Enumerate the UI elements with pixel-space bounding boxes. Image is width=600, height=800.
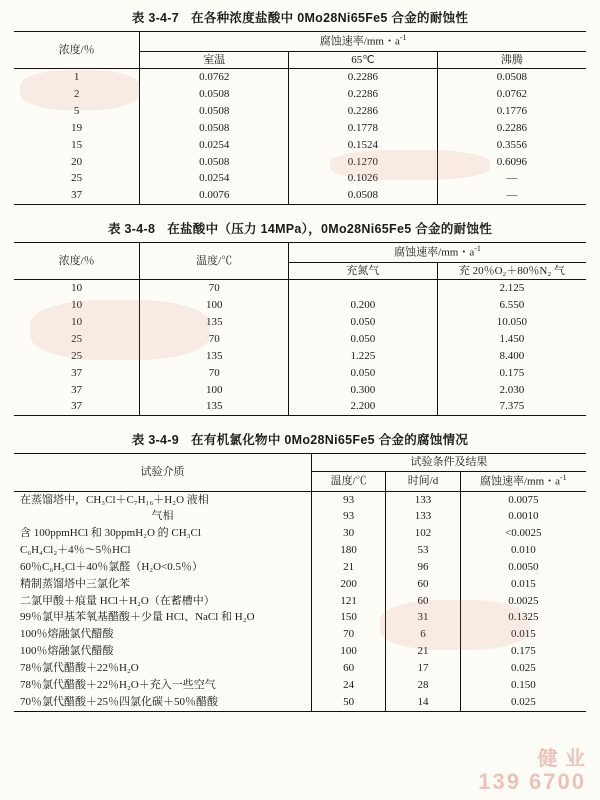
- cell-time: 60: [386, 576, 460, 593]
- cell-temp: 70: [140, 280, 289, 297]
- cell-rate-n2: 0.300: [289, 382, 438, 399]
- table-row: [14, 626, 586, 643]
- cell-rate: 0.0010: [508, 510, 539, 523]
- cell-rate: 0.010: [510, 544, 536, 557]
- table-row: [14, 508, 586, 525]
- cell-rate-room: 0.0254: [140, 170, 289, 187]
- table-2-caption: [14, 219, 586, 237]
- table-row: [14, 382, 586, 399]
- cell-rate-n2: 1.225: [289, 348, 438, 365]
- cell-temp: 135: [140, 398, 289, 415]
- table-3-number: 表 3-4-9: [131, 433, 180, 448]
- cell-temp: 180: [311, 542, 385, 559]
- watermark-line-1: 健 业: [537, 747, 586, 770]
- cell-rate-o2n2: 6.550: [499, 299, 525, 312]
- table-row: [14, 677, 586, 694]
- cell-temp: 200: [311, 576, 385, 593]
- cell-rate: 0.0075: [508, 493, 539, 506]
- cell-rate-65: 0.2286: [289, 69, 438, 86]
- table-1-title: 在各种浓度盐酸中 0Mo28Ni65Fe5 合金的耐蚀性: [191, 11, 469, 25]
- header-corrosion-rate: 腐蚀速率/mm・$a^{-1}$: [460, 472, 586, 492]
- cell-rate-o2n2: 10.050: [496, 316, 527, 329]
- cell-temp: 70: [140, 331, 289, 348]
- table-3-caption: [14, 430, 586, 448]
- cell-rate-n2: 0.050: [289, 331, 438, 348]
- cell-time: 6: [386, 626, 460, 643]
- cell-conc: 20: [14, 154, 140, 171]
- cell-medium: 99％氯甲基苯氧基醋酸＋少量 HCl、NaCl 和 H₂O: [14, 609, 311, 626]
- header-room-temp: 室温: [140, 51, 289, 69]
- header-65c: 65℃: [289, 51, 438, 69]
- cell-time: 31: [386, 609, 460, 626]
- header-concentration: 浓度/％: [14, 243, 140, 280]
- cell-rate: 0.150: [510, 678, 536, 691]
- table-row: [14, 187, 586, 204]
- cell-time: 53: [386, 542, 460, 559]
- cell-rate-boil: —: [506, 172, 518, 185]
- cell-rate-room: 0.0508: [140, 154, 289, 171]
- table-row: [14, 365, 586, 382]
- cell-rate-65: 0.2286: [289, 86, 438, 103]
- cell-temp: 150: [311, 609, 385, 626]
- table-row: [14, 643, 586, 660]
- cell-temp: 50: [311, 694, 385, 711]
- cell-medium: 含 100ppmHCl 和 30ppmH₂O 的 CH₃Cl: [14, 525, 311, 542]
- cell-rate-o2n2: 7.375: [499, 400, 525, 413]
- cell-rate: 0.015: [510, 577, 536, 590]
- header-temperature: 温度/℃: [311, 472, 385, 492]
- cell-rate: 0.025: [510, 661, 536, 674]
- header-test-conditions: 试验条件及结果: [311, 454, 586, 472]
- table-2-number: 表 3-4-8: [107, 222, 156, 237]
- cell-medium: 二氯甲酸＋痕量 HCl＋H₂O（在蓄槽中）: [14, 593, 311, 610]
- cell-conc: 25: [14, 170, 140, 187]
- cell-rate-65: 0.1778: [289, 120, 438, 137]
- cell-conc: 37: [14, 187, 140, 204]
- cell-rate: 0.025: [510, 695, 536, 708]
- cell-rate-boil: 0.6096: [496, 155, 527, 168]
- cell-rate-o2n2: 0.175: [499, 366, 525, 379]
- cell-conc: 37: [14, 365, 140, 382]
- cell-rate-n2: 2.200: [289, 398, 438, 415]
- cell-time: 17: [386, 660, 460, 677]
- table-corrosion-organic-chlorides: [14, 453, 586, 711]
- cell-rate: 0.0050: [508, 560, 539, 573]
- cell-medium: 精制蒸馏塔中三氯化苯: [14, 576, 311, 593]
- cell-rate-65: 0.1524: [289, 137, 438, 154]
- cell-conc: 25: [14, 348, 140, 365]
- table-row: [14, 559, 586, 576]
- cell-medium: 78％氯代醋酸＋22％H₂O＋充入一些空气: [14, 677, 311, 694]
- cell-time: 60: [386, 593, 460, 610]
- cell-rate-boil: 0.2286: [496, 121, 527, 134]
- table-row: [14, 609, 586, 626]
- cell-rate-room: 0.0076: [140, 187, 289, 204]
- table-corrosion-hcl-concentrations: [14, 31, 586, 205]
- cell-medium: C₆H₄Cl₂＋4％～5％HCl: [14, 542, 311, 559]
- cell-medium: 100％熔融氯代醋酸: [14, 626, 311, 643]
- cell-medium: 60％C₆H₅Cl＋40％氯醛（H₂O<0.5％）: [14, 559, 311, 576]
- cell-time: 28: [386, 677, 460, 694]
- table-row: [14, 576, 586, 593]
- table-row: [14, 694, 586, 711]
- cell-rate: 0.1325: [508, 611, 539, 624]
- table-row: [14, 86, 586, 103]
- cell-temp: 135: [140, 348, 289, 365]
- cell-rate-n2: [289, 280, 438, 297]
- table-3-title: 在有机氯化物中 0Mo28Ni65Fe5 合金的腐蚀情况: [191, 433, 469, 448]
- table-2-title: 在盐酸中（压力 14MPa），0Mo28Ni65Fe5 合金的耐蚀性: [167, 222, 493, 237]
- cell-medium: 70％氯代醋酸＋25％四氯化碳＋50％醋酸: [14, 694, 311, 711]
- table-row: [14, 103, 586, 120]
- cell-time: 21: [386, 643, 460, 660]
- cell-rate-o2n2: 8.400: [499, 349, 525, 362]
- header-boiling: 沸腾: [437, 51, 586, 69]
- cell-temp: 30: [311, 525, 385, 542]
- table-row: [14, 331, 586, 348]
- cell-conc: 15: [14, 137, 140, 154]
- cell-temp: 60: [311, 660, 385, 677]
- header-oxygen-nitrogen: 充 20％O₂＋80％N₂ 气: [437, 262, 586, 280]
- cell-conc: 19: [14, 120, 140, 137]
- cell-conc: 37: [14, 398, 140, 415]
- cell-temp: 135: [140, 314, 289, 331]
- cell-conc: 10: [14, 297, 140, 314]
- cell-rate-boil: 0.1776: [496, 105, 527, 118]
- table-row: [14, 398, 586, 415]
- cell-conc: 5: [14, 103, 140, 120]
- table-row: [14, 314, 586, 331]
- cell-rate-room: 0.0508: [140, 86, 289, 103]
- watermark-line-2: 139 6700: [478, 768, 586, 794]
- cell-rate-room: 0.0508: [140, 103, 289, 120]
- header-nitrogen: 充氮气: [289, 262, 438, 280]
- cell-temp: 100: [140, 297, 289, 314]
- header-test-medium: 试验介质: [14, 454, 311, 491]
- header-concentration: 浓度/％: [14, 32, 140, 69]
- cell-conc: 25: [14, 331, 140, 348]
- table-row: [14, 243, 586, 263]
- cell-rate-room: 0.0762: [140, 69, 289, 86]
- table-row: [14, 491, 586, 508]
- header-corrosion-rate: 腐蚀速率/mm・$a^{-1}$: [140, 32, 586, 52]
- cell-rate-o2n2: 1.450: [499, 332, 525, 345]
- table-row: [14, 593, 586, 610]
- watermark: [478, 748, 586, 794]
- table-row: [14, 297, 586, 314]
- cell-temp: 93: [311, 491, 385, 508]
- cell-medium: 气相: [14, 508, 311, 525]
- header-temperature: 温度/℃: [140, 243, 289, 280]
- table-1-number: 表 3-4-7: [131, 11, 180, 25]
- table-row: [14, 348, 586, 365]
- cell-rate-65: 0.2286: [289, 103, 438, 120]
- cell-conc: 2: [14, 86, 140, 103]
- table-row: [14, 170, 586, 187]
- cell-time: 133: [386, 508, 460, 525]
- cell-rate: <0.0025: [505, 527, 542, 540]
- cell-medium: 在蒸馏塔中，CH₃Cl＋C₇H₁₆＋H₂O 液相: [14, 491, 311, 508]
- cell-rate: 0.175: [510, 645, 536, 658]
- cell-conc: 10: [14, 280, 140, 297]
- cell-rate-65: 0.1270: [289, 154, 438, 171]
- cell-conc: 1: [14, 69, 140, 86]
- cell-rate-boil: 0.0762: [496, 88, 527, 101]
- cell-rate-boil: 0.3556: [496, 138, 527, 151]
- cell-rate-room: 0.0508: [140, 120, 289, 137]
- table-row: [14, 454, 586, 472]
- cell-temp: 121: [311, 593, 385, 610]
- cell-time: 102: [386, 525, 460, 542]
- cell-conc: 10: [14, 314, 140, 331]
- cell-rate-boil: 0.0508: [496, 71, 527, 84]
- cell-temp: 24: [311, 677, 385, 694]
- cell-temp: 93: [311, 508, 385, 525]
- table-row: [14, 154, 586, 171]
- table-row: [14, 660, 586, 677]
- cell-medium: 78％氯代醋酸＋22％H₂O: [14, 660, 311, 677]
- cell-temp: 100: [311, 643, 385, 660]
- table-corrosion-hcl-pressure: [14, 242, 586, 416]
- cell-conc: 37: [14, 382, 140, 399]
- cell-temp: 100: [140, 382, 289, 399]
- table-row: [14, 137, 586, 154]
- cell-temp: 70: [311, 626, 385, 643]
- table-row: [14, 120, 586, 137]
- cell-rate-n2: 0.050: [289, 365, 438, 382]
- cell-rate-o2n2: 2.125: [499, 282, 525, 295]
- cell-rate-n2: 0.050: [289, 314, 438, 331]
- table-row: [14, 280, 586, 297]
- cell-temp: 21: [311, 559, 385, 576]
- header-time: 时间/d: [386, 472, 460, 492]
- header-corrosion-rate: 腐蚀速率/mm・$a^{-1}$: [289, 243, 586, 263]
- cell-rate-o2n2: 2.030: [499, 383, 525, 396]
- cell-rate: 0.0025: [508, 594, 539, 607]
- cell-rate-n2: 0.200: [289, 297, 438, 314]
- table-row: [14, 542, 586, 559]
- cell-temp: 70: [140, 365, 289, 382]
- cell-rate-room: 0.0254: [140, 137, 289, 154]
- cell-rate: 0.015: [510, 628, 536, 641]
- cell-rate-65: 0.0508: [289, 187, 438, 204]
- table-row: [14, 32, 586, 52]
- table-1-caption: [14, 8, 586, 26]
- cell-time: 133: [386, 491, 460, 508]
- cell-rate-65: 0.1026: [289, 170, 438, 187]
- table-row: [14, 69, 586, 86]
- cell-medium: 100％熔融氯代醋酸: [14, 643, 311, 660]
- cell-rate-boil: —: [506, 189, 518, 202]
- table-row: [14, 525, 586, 542]
- cell-time: 96: [386, 559, 460, 576]
- cell-time: 14: [386, 694, 460, 711]
